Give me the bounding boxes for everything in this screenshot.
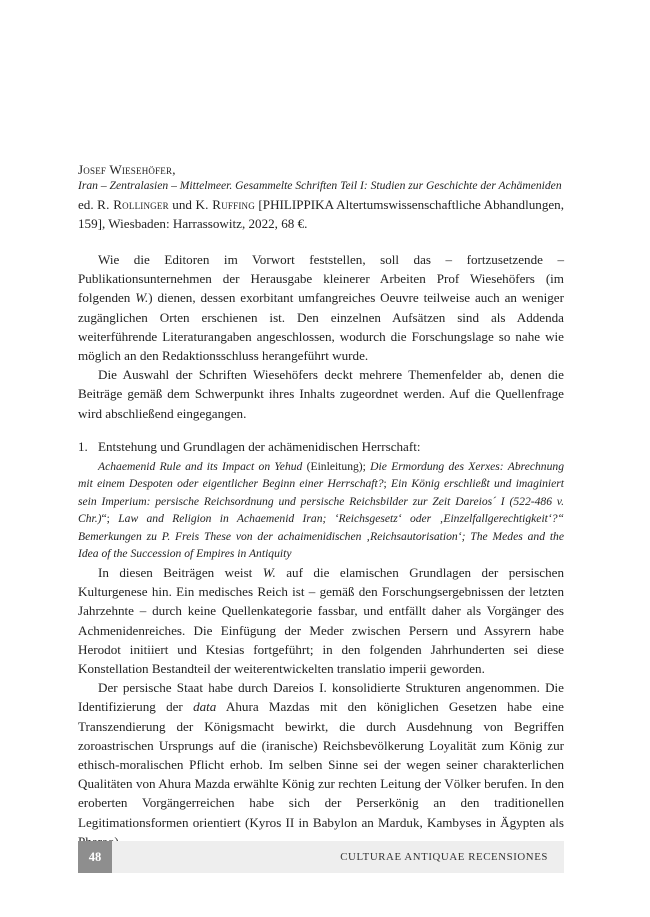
intro-p1-text-a: Wie die Editoren im Vorwort feststellen, soll das – fortzusetzende – Publikationsunternehmen der Herausgabe kleinerer Arbeiten Prof Wiesehöfers (im folgenden (78, 251, 564, 306)
page-footer (78, 841, 564, 873)
article-title-1-suffix: (Einleitung); (302, 459, 371, 473)
intro-p1-text-b: ) dienen, dessen exorbitant umfangreiches Oeuvre teilweise auch an weniger zugänglichen Orten erschienen ist. Den einzelnen Aufsätzen sind als Addenda weiterführende Literaturangaben angeschlossen, wodurch die Forschungslage so nahe wie möglich an den Redaktionsschluss herangeführt wurde. (78, 290, 564, 363)
s1-p1-abbrev: W. (262, 564, 276, 580)
article-title-1: Achaemenid Rule and its Impact on Yehud (98, 459, 303, 473)
intro-p1-abbrev: W. (135, 290, 149, 306)
review-author: Josef Wiesehöfer, (78, 162, 176, 177)
editors-and: und (168, 196, 196, 212)
article-title-3: Ein König erschließt und imaginiert sein Imperium: persische Reichsordnung und persische Reichsbilder zur Zeit Dareios´ I (522-486 v. Chr.) (78, 477, 565, 526)
section-heading-text: Entstehung und Grundlagen der achämenidischen Herrschaft: (98, 438, 421, 454)
page-number: 48 (78, 841, 112, 873)
article-title-2-suffix: ; (383, 477, 392, 491)
s1-p2-text-a: Der persische Staat habe durch Dareios I. konsolidierte Strukturen angenommen. Die Identifizierung der (78, 680, 564, 715)
section-1-heading (78, 437, 564, 456)
article-title-4: Law and Religion in Achaemenid Iran; ‘Reichsgesetz‘ oder ‚Einzelfallgerechtigkeit‘?“ Bemerkungen zu P. Freis These von der achaimenidischen ‚Reichsautorisation‘; The Medes and the Idea of the Succession of Empires in Antiquity (78, 512, 564, 561)
s1-p2-term-data: data (193, 699, 217, 715)
section-1-paragraph-1 (78, 563, 564, 678)
publication-details (78, 195, 564, 233)
article-title-3-suffix: “; (101, 512, 119, 526)
editor-ruffing: K. Ruffing (195, 196, 255, 212)
s1-p1-text-b: auf die elamischen Grundlagen der persischen Kulturgenese hin. Ein medisches Reich ist – gemäß den Forschungsergebnissen der letzten Jahrzehnte – durch keine Quellenkategorie fassbar, und entfällt daher als Vorgänger des Achmenidenreiches. Die Einfügung der Meder zwischen Persern und Assyrern habe Herodot initiiert und Ktesias fortgeführt; in den folgenden Jahrhunderten sei diese Konstellation Bestandteil der weiterentwickelten translatio imperii geworden. (78, 564, 564, 676)
s1-p1-text-a: In diesen Beiträgen weist (98, 564, 263, 580)
editors-prefix: ed. (78, 196, 98, 212)
intro-paragraph-1 (78, 250, 564, 365)
section-1-article-titles (78, 458, 564, 563)
book-title: Iran – Zentralasien – Mittelmeer. Gesammelte Schriften Teil I: Studien zur Geschichte der Achämeniden (78, 179, 562, 192)
section-number: 1. (78, 438, 88, 454)
running-title: CULTURAE ANTIQUAE RECENSIONES (340, 851, 548, 863)
section-1-paragraph-2 (78, 678, 564, 851)
series-and-publisher: [PHILIPPIKA Altertumswissenschaftliche Abhandlungen, 159], Wiesbaden: Harrassowitz, 2022, 68 €. (78, 196, 565, 231)
s1-p2-text-b: Ahura Mazdas mit den königlichen Gesetzen habe eine Transzendierung der Königsmacht bewirkt, die durch Ausdehnung von Begriffen zoroastrischen Ursprungs auf die (iranische) Reichsbevölkerung Loyalität zum König zur ethisch-moralischen Pflicht erhob. Im selben Sinne sei der wegen seiner charakterlichen Qualitäten von Ahura Mazda erwählte König zur rechten Leitung der Völker berufen. In den eroberten Vorgängerreichen habe sich der Perserkönig an den traditionellen Legitimationsformen orientiert (Kyros II in Babylon an Marduk, Kambyses in Ägypten als (78, 699, 564, 830)
article-title-2: Die Ermordung des Xerxes: Abrechnung mit einem Despoten oder eigentlicher Beginn einer Herrschaft? (78, 459, 564, 491)
article-body (78, 162, 564, 851)
editor-rollinger: R. Rollinger (97, 196, 169, 212)
intro-paragraph-2: Die Auswahl der Schriften Wiesehöfers deckt mehrere Themenfelder ab, denen die Beiträge gemäß dem Schwerpunkt ihres Inhalts zugeordnet werden. Auf die Quellenfrage wird abschließend eingegangen. (78, 367, 564, 421)
